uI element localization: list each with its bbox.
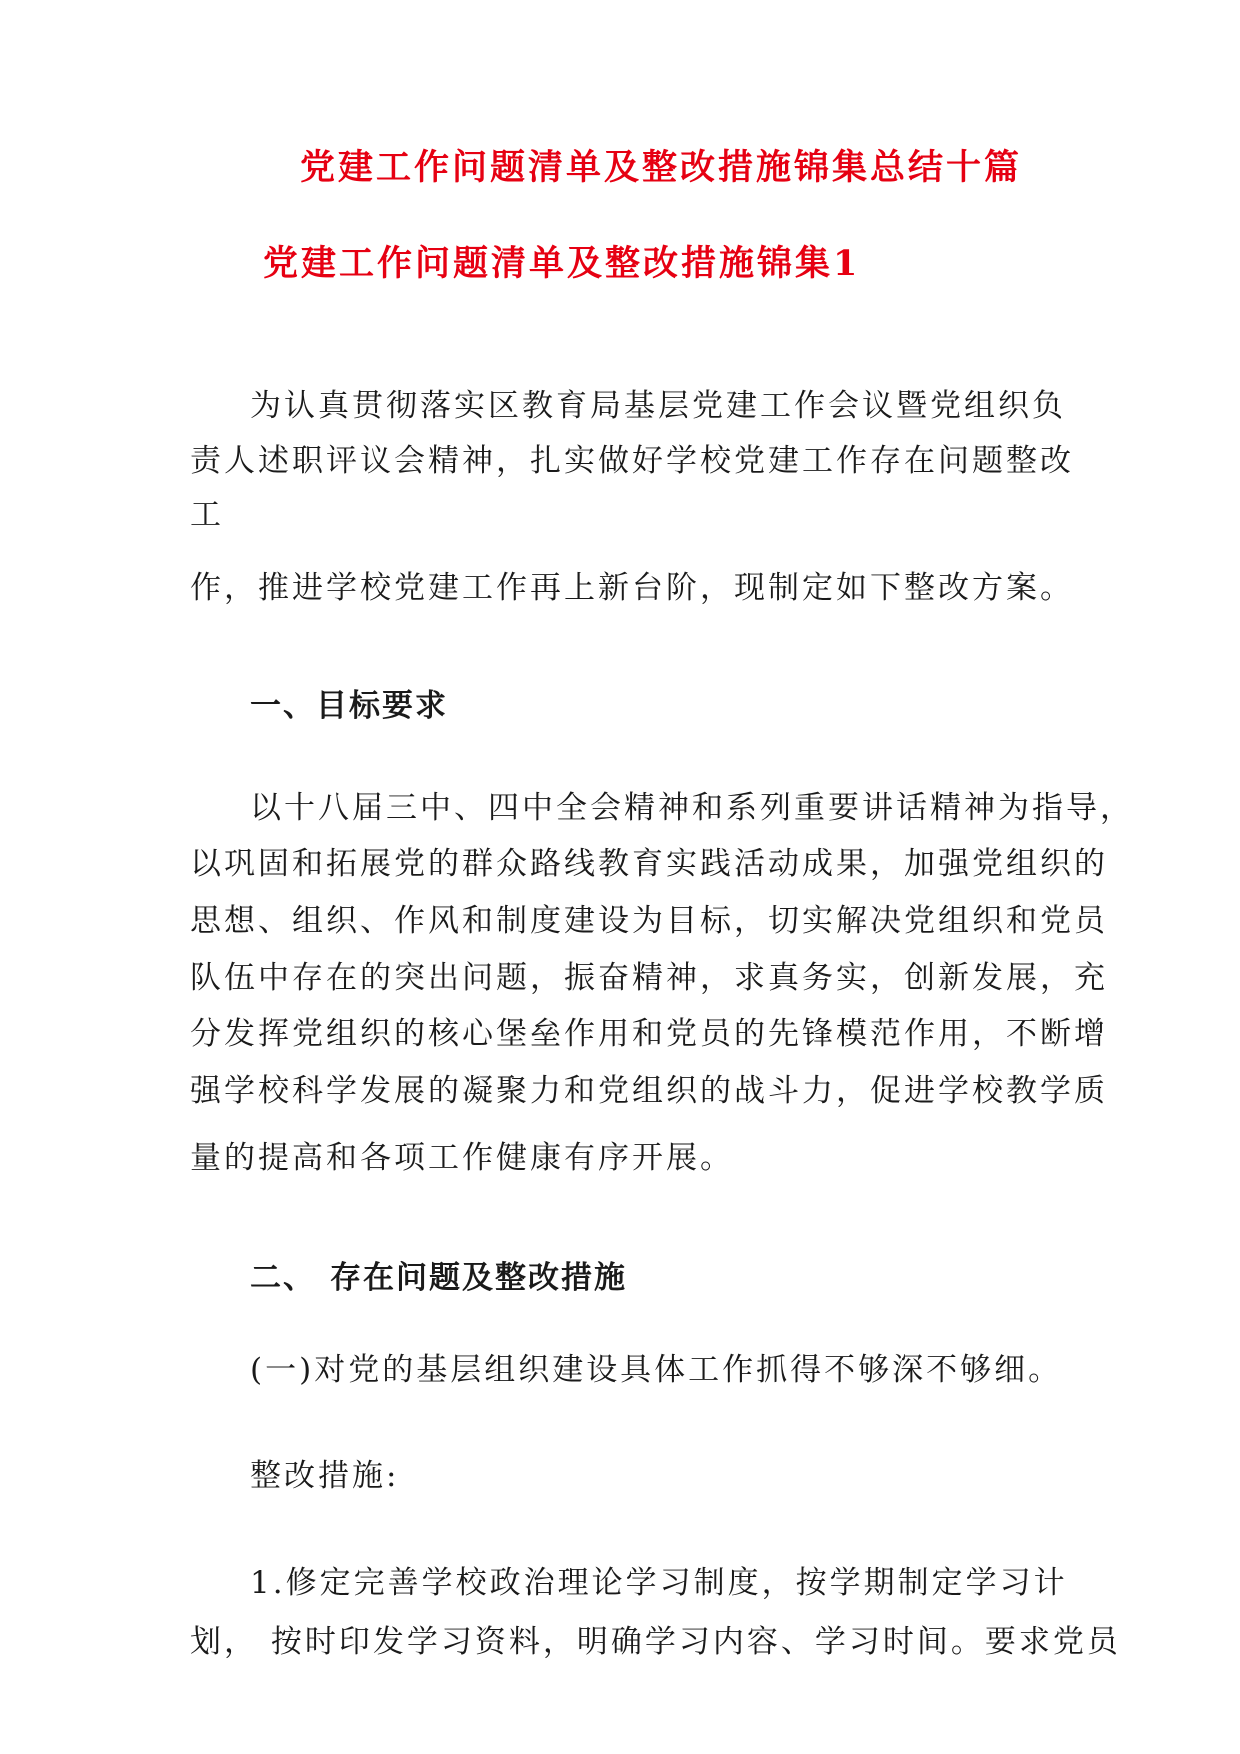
section1-line-3: 思想、组织、作风和制度建设为目标，切实解决党组织和党员 bbox=[190, 903, 1108, 939]
section1-heading: 一、目标要求 bbox=[250, 688, 448, 724]
intro-line-4: 作，推进学校党建工作再上新台阶，现制定如下整改方案。 bbox=[190, 570, 1074, 606]
sub-title: 党建工作问题清单及整改措施锦集1 bbox=[263, 243, 861, 284]
measures-label: 整改措施: bbox=[250, 1458, 400, 1494]
section1-line-5: 分发挥党组织的核心堡垒作用和党员的先锋模范作用，不断增 bbox=[190, 1016, 1108, 1052]
intro-line-2: 责人述职评议会精神，扎实做好学校党建工作存在问题整改 bbox=[190, 443, 1074, 479]
problem-1: (一)对党的基层组织建设具体工作抓得不够深不够细。 bbox=[250, 1352, 1063, 1388]
section1-line-6: 强学校科学发展的凝聚力和党组织的战斗力，促进学校教学质 bbox=[190, 1073, 1108, 1109]
section1-line-7: 量的提高和各项工作健康有序开展。 bbox=[190, 1140, 734, 1176]
section1-line-4: 队伍中存在的突出问题，振奋精神，求真务实，创新发展，充 bbox=[190, 960, 1108, 996]
main-title: 党建工作问题清单及整改措施锦集总结十篇 bbox=[300, 147, 1023, 188]
measure1-line-2: 划， 按时印发学习资料，明确学习内容、学习时间。要求党员 bbox=[190, 1624, 1121, 1660]
section1-line-2: 以巩固和拓展党的群众路线教育实践活动成果，加强党组织的 bbox=[190, 846, 1108, 882]
section2-heading-text: 存在问题及整改措施 bbox=[330, 1260, 627, 1296]
section1-line-1: 以十八届三中、四中全会精神和系列重要讲话精神为指导， bbox=[250, 790, 1134, 826]
intro-line-3: 工 bbox=[190, 497, 224, 533]
section2-heading-number: 二、 bbox=[250, 1260, 316, 1296]
measure1-line-1: 1.修定完善学校政治理论学习制度，按学期制定学习计 bbox=[250, 1565, 1068, 1601]
intro-line-1: 为认真贯彻落实区教育局基层党建工作会议暨党组织负 bbox=[250, 388, 1066, 424]
